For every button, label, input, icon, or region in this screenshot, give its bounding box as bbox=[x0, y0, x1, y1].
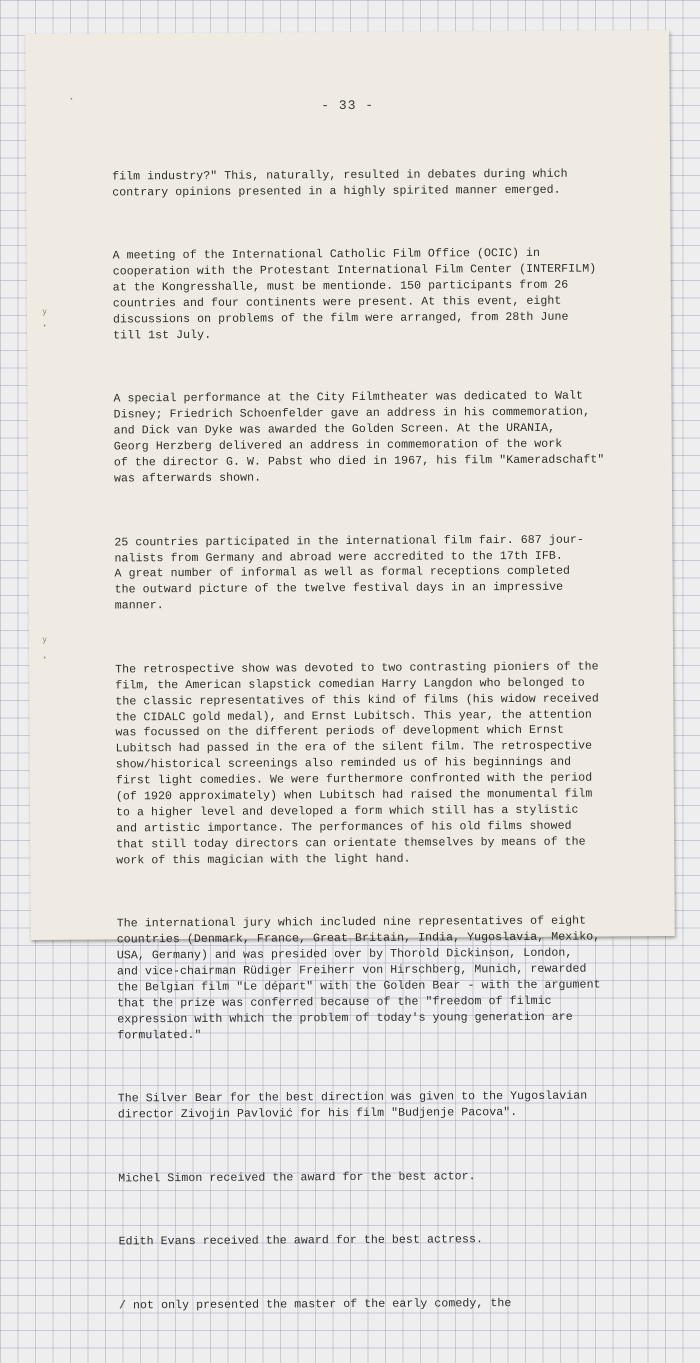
punch-mark: ʸ bbox=[40, 306, 49, 321]
paragraph-disney-performance: A special performance at the City Filmtheater was dedicated to Walt Disney; Friedrich Schoenfelder gave an address in his commemoration, and Dick van Dyke was awarded the Golden Screen. At the URANIA, Georg Herzberg delivered an address in commemoration of the work of the director G. W. Pabst who died in 1967, his film "Kameradschaft" was afterwards shown. bbox=[113, 390, 605, 486]
paragraph-best-actress: Edith Evans received the award for the best actress. bbox=[118, 1233, 484, 1249]
paragraph-retrospective: The retrospective show was devoted to two contrasting pioniers of the film, the American slapstick comedian Harry Langdon who belonged to the classic representatives of this kind of films (his widow received the CIDALC gold medal), and Ernst Lubitsch. This year, the attention was focussed on the different periods of development which Ernst Lubitsch had passed in the era of the silent film. The retrospective show/historical screenings also reminded us of his beginnings and first light comedies. We were furthermore confronted with the period (of 1920 approximately) when Lubitsch had raised the monumental film to a higher level and developed a form which still has a stylistic and artistic importance. The performances of his old films showed that still today directors can orientate themselves by means of the work of this magician with the light hand. bbox=[115, 660, 599, 868]
punch-mark: • bbox=[69, 95, 74, 103]
paragraph-jury: The international jury which included nine representatives of eight countries (Denmark, France, Great Britain, India, Yugoslavia, Mexiko, USA, Germany) and was presided over by Thorold Dickinson, London, and vice-chairman Rüdiger Freiherr von Hirschberg, Munich, rewarded the Belgian film "Le départ" with the Golden Bear - with the argument that the prize was conferred because of the "freedom of filmic expression with which the problem of today's young generation are formulated." bbox=[116, 914, 601, 1043]
punch-mark: ʸ bbox=[40, 634, 49, 649]
punch-mark: · bbox=[41, 650, 49, 665]
punch-mark: · bbox=[40, 318, 49, 333]
paragraph-best-actor: Michel Simon received the award for the best actor. bbox=[118, 1170, 476, 1186]
paragraph-silver-bear: The Silver Bear for the best direction was given to the Yugoslavian director Zivojin Pavlović for his film "Budjenje Pacova". bbox=[117, 1089, 588, 1122]
paragraph-film-fair: 25 countries participated in the international film fair. 687 jour- nalists from Germany and abroad were accredited to the 17th IFB. A great number of informal as well as formal receptions completed the outward picture of the twelve festival days in an impressive manner. bbox=[114, 533, 584, 613]
paragraph-ocic-meeting: A meeting of the International Catholic Film Office (OCIC) in cooperation with the Protestant International Film Center (INTERFILM) at the Kongresshalle, must be mentionde. 150 participants from 26 countries and four continents were present. At this event, eight discussions on problems of the film were arranged, from 28th June till 1st July. bbox=[112, 247, 597, 343]
paragraph-footnote: / not only presented the master of the early comedy, the bbox=[118, 1297, 512, 1313]
document-page bbox=[25, 30, 675, 1313]
document-body bbox=[112, 134, 624, 1362]
page-number: - 33 - bbox=[321, 97, 375, 114]
paragraph-film-industry: film industry?" This, naturally, resulted in debates during which contrary opinions presented in a highly spirited manner emerged. bbox=[112, 167, 568, 200]
